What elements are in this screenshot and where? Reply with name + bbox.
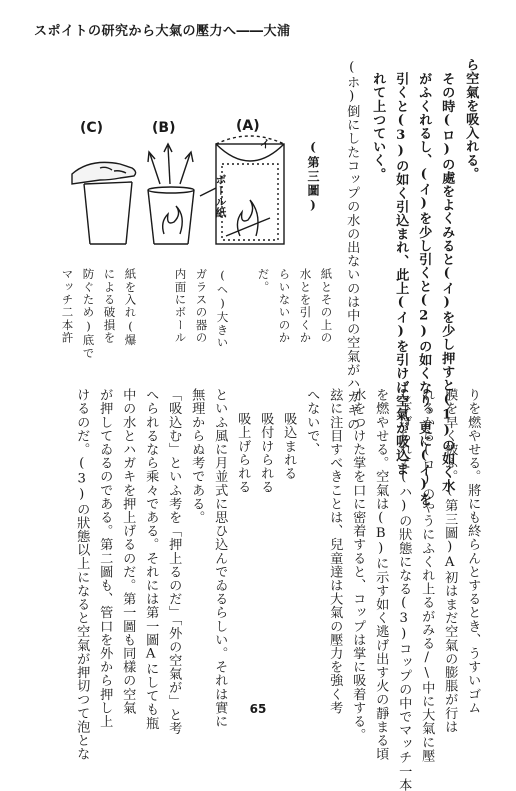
figure-3 [70,118,290,250]
figure-label-a: (A) [236,118,260,134]
lower-col-13: 無理からぬ考である。 [189,388,205,524]
lower-col-7: 玆に注目すべきことは、兒童達は大氣の壓力を強く考 [327,388,343,715]
lower-col-8: へないで、 [304,388,320,456]
upper-col-14: 紙を入れ(爆 [123,268,138,347]
running-header: スポイトの研究から大氣の壓力へ――大浦 [34,24,291,39]
upper-col-3: がふくれるし、(イ)を少し引くと(2)の如くなり、更に(イ)を [416,72,432,507]
lower-col-11: 吸上げられる [235,412,251,494]
upper-col-7: 紙とその上の [319,268,334,345]
lower-col-1: りを燃やせる。將にも終らんとするとき、うすいゴム [465,388,481,715]
figure-label-bowl-paper: ボール紙 [214,174,227,218]
figure-label-i: イ [258,138,271,149]
figure-caption: (第三圖) [306,140,320,214]
upper-col-6: (ホ)倒にしたコップの水の出ないのは中の空氣がハガキの [344,60,360,431]
lower-col-4: し下げられて(ハ)の狀態になる(3)コップの中でマッチ一本 [396,388,412,791]
upper-col-8: 水とを引くか [298,268,313,345]
lower-col-16: 中の水とハガキを押上げるのだ。第一圖も同樣の空氣 [120,388,136,715]
figure-3-drawing [70,118,290,250]
upper-col-1: ら空氣を吸入れる。 [463,58,479,181]
upper-col-5: れて上つていく。 [370,72,386,181]
panel-a-membrane-box [200,136,284,244]
lower-col-9: 吸込まれる [281,412,297,480]
panel-b-escaping-air [148,144,194,244]
upper-col-17: マッチ二本許 [60,268,75,345]
upper-col-15: による破損を [102,268,117,345]
lower-col-5: を燃やせる。空氣は(B)に示す如く逃げ出す火の靜まる頃 [373,388,389,761]
upper-col-2: その時(ロ)の處をよくみると(イ)を少し押すと(1)の如く水 [439,72,455,493]
lower-col-14: 「吸込む」といふ考を「押上るのだ」「外の空氣が」と考 [166,388,182,735]
lower-col-15: へられるなら乘々である。それには第一圖Aにしても瓶 [143,388,159,730]
figure-label-c: (C) [80,120,104,136]
lower-col-2: 膜を早く被ふ。(第三圖)A初はまだ空氣の膨脹が行は [442,388,458,734]
lower-col-3: れるから(ロ)のやうにふくれ上るがみる/\中に大氣に壓 [419,388,435,763]
upper-col-13: 内面にボール [173,268,188,345]
upper-col-16: 防ぐため)底で [81,268,96,360]
figure-label-b: (B) [152,120,176,136]
upper-col-12: ガラスの器の [194,268,209,345]
lower-col-10: 吸付けられる [258,412,274,494]
panel-c-hand-on-cup [72,162,136,244]
upper-col-4: 引くと(3)の如く引込まれ、此上(イ)を引けば空氣が吸込ま [393,72,409,476]
upper-col-9: らいないのか [277,268,292,345]
page-number: 65 [249,702,267,716]
upper-col-10: だ。 [256,268,271,294]
upper-col-11: (ヘ)大きい [215,268,230,350]
lower-col-17: が押してゐるのである。第二圖も、管口を外から押し上 [97,388,113,728]
lower-col-18: けるのだ。(3)の狀態以上になると空氣が押切つて泡とな [74,388,90,761]
lower-col-6: 水をつけた掌を口に密着すると、コップは掌に吸着する。 [350,388,366,742]
lower-col-12: といふ風に月並式に思ひ込んでゐるらしい。それは實に [212,388,228,728]
